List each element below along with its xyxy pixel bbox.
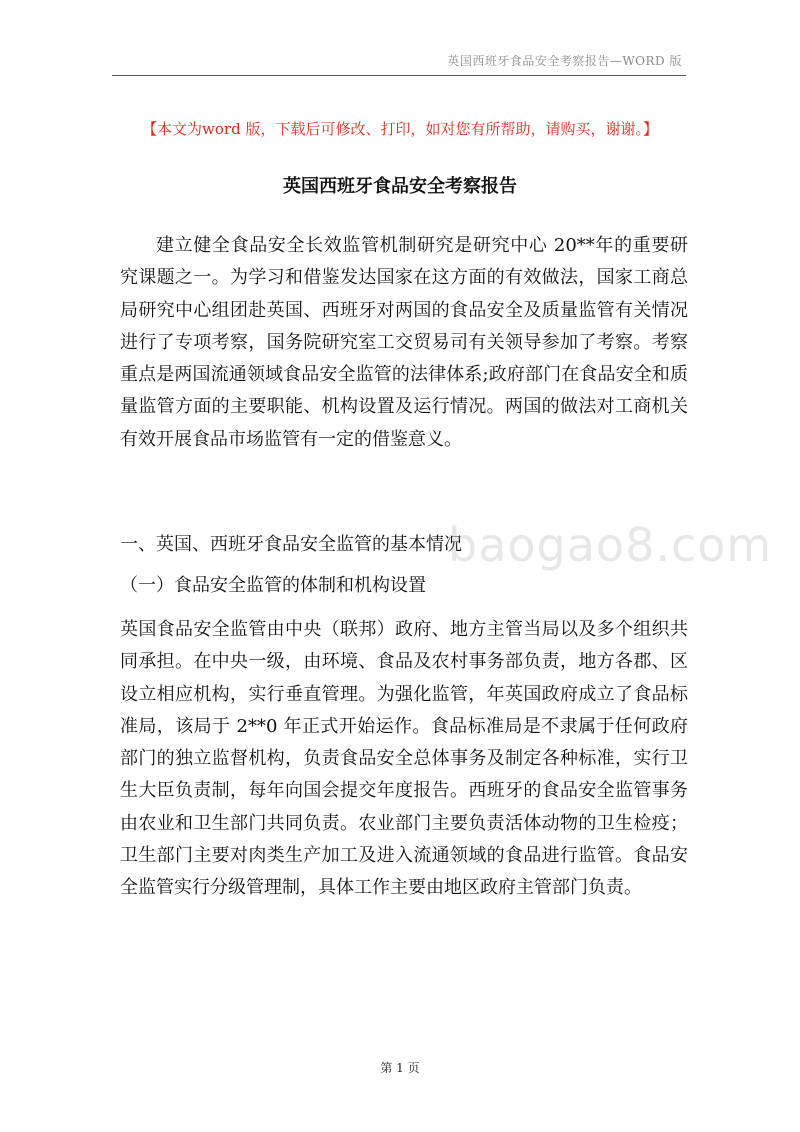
document-title: 英国西班牙食品安全考察报告 (283, 176, 517, 197)
intro-paragraph: 建立健全食品安全长效监管机制研究是研究中心 20**年的重要研究课题之一。为学习和借鉴发达国家在这方面的有效做法，国家工商总局研究中心组团赴英国、西班牙对两国的食品安全及质量监管有关情况进行了专项考察，国务院研究室工交贸易司有关领导参加了考察。考察重点是两国流通领域食品安全监管的法律体系;政府部门在食品安全和质量监管方面的主要职能、机构设置及运行情况。两国的做法对工商机关有效开展食品市场监管有一定的借鉴意义。 (120, 235, 688, 450)
section-heading: 一、英国、西班牙食品安全监管的基本情况 (120, 534, 462, 555)
subsection-heading: （一）食品安全监管的体制和机构设置 (120, 575, 426, 596)
page-number: 第 1 页 (380, 1061, 420, 1075)
watermark: baogao8.com (448, 518, 773, 572)
section-paragraph: 英国食品安全监管由中央（联邦）政府、地方主管当局以及多个组织共同承担。在中央一级，由环境、食品及农村事务部负责，地方各郡、区设立相应机构，实行垂直管理。为强化监管，年英国政府成立了食品标准局，该局于 2**0 年正式开始运作。食品标准局是不隶属于任何政府部门的独立监督机构，负责食品安全总体事务及制定各种标准，实行卫生大臣负责制，每年向国会提交年度报告。西班牙的食品安全监管事务由农业和卫生部门共同负责。农业部门主要负责活体动物的卫生检疫；卫生部门主要对肉类生产加工及进入流通领域的食品进行监管。食品安全监管实行分级管理制，具体工作主要由地区政府主管部门负责。 (120, 619, 688, 899)
header-divider (112, 75, 686, 76)
download-notice: 【本文为word 版，下载后可修改、打印，如对您有所帮助，请购买，谢谢。】 (142, 120, 658, 138)
running-header: 英国西班牙食品安全考察报告—WORD 版 (447, 54, 682, 68)
